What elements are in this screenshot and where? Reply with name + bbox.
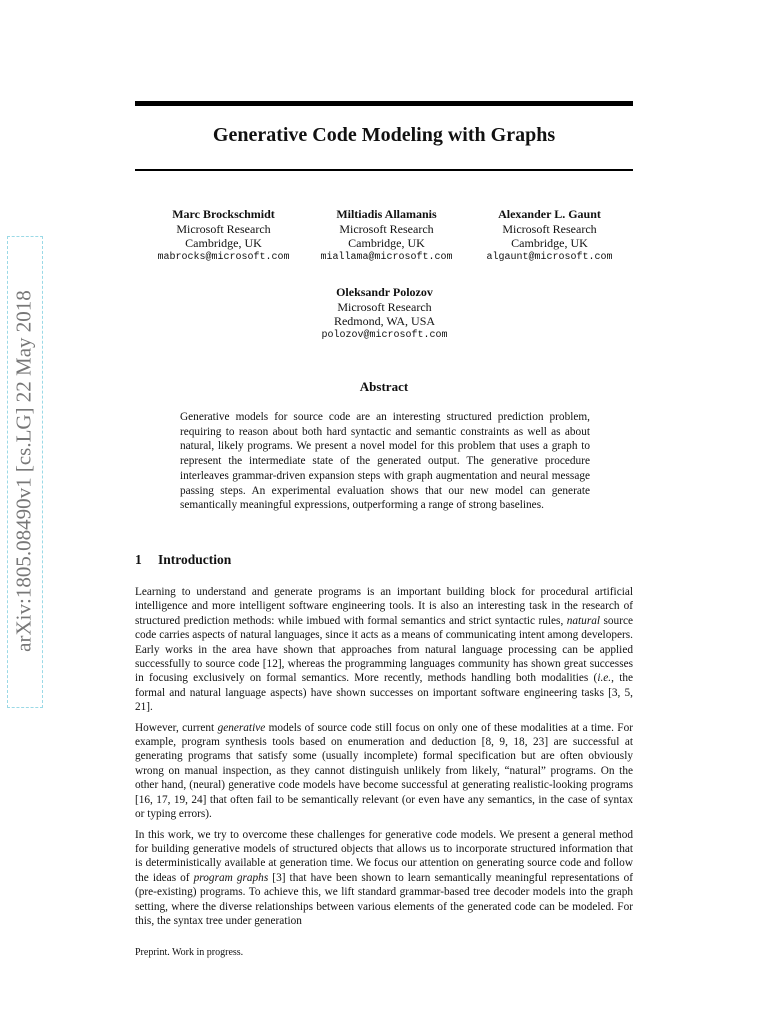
abstract-text: Generative models for source code are an interesting structured prediction problem, requiring to reason about both hard syntactic and semantic constraints as well as about natural, likely programs. We present a novel model for this problem that uses a graph to represent the intermediate state of the generated output. The generative procedure interleaves grammar-driven expansion steps with graph augmentation and neural message passing steps. An experimental evaluation shows that our new model can generate semantically meaningful expressions, outperforming a range of strong baselines. bbox=[180, 411, 590, 512]
author-block bbox=[297, 285, 472, 343]
author-email: polozov@microsoft.com bbox=[321, 329, 448, 341]
author-email: mabrocks@microsoft.com bbox=[157, 251, 290, 263]
author-email: miallama@microsoft.com bbox=[320, 251, 453, 263]
author-email: algaunt@microsoft.com bbox=[486, 251, 613, 263]
paragraph bbox=[135, 828, 633, 929]
author-name: Marc Brockschmidt bbox=[172, 207, 275, 221]
text-run: source code carries aspects of natural languages, since it acts as a means of communicating intent among developers. Early works in the area have shown that approaches from natural language processing can be applied successfully to source code [12], whereas the programming languages community has shown great successes in focusing exclusively on formal semantics. More recently, methods handling both modalities ( bbox=[135, 614, 633, 685]
author-location: Cambridge, UK bbox=[511, 236, 588, 250]
title-rule-bottom bbox=[135, 169, 633, 171]
author-name: Miltiadis Allamanis bbox=[336, 207, 437, 221]
author-name: Alexander L. Gaunt bbox=[498, 207, 601, 221]
author-affiliation: Microsoft Research bbox=[502, 221, 597, 236]
text-run: However, current bbox=[135, 721, 218, 734]
author-affiliation: Microsoft Research bbox=[176, 221, 271, 236]
abstract-heading: Abstract bbox=[359, 379, 409, 394]
author-location: Cambridge, UK bbox=[348, 236, 425, 250]
author-name: Oleksandr Polozov bbox=[336, 285, 433, 299]
page-footer: Preprint. Work in progress. bbox=[135, 947, 244, 958]
section-heading bbox=[135, 552, 231, 568]
emphasis: i.e. bbox=[597, 672, 612, 685]
author-affiliation: Microsoft Research bbox=[337, 299, 432, 314]
introduction-body bbox=[135, 585, 633, 934]
author-location: Cambridge, UK bbox=[185, 236, 262, 250]
paragraph bbox=[135, 585, 633, 715]
section-number: 1 bbox=[135, 552, 142, 567]
emphasis: program graphs bbox=[193, 871, 269, 884]
emphasis: natural bbox=[566, 614, 601, 627]
author-block bbox=[299, 207, 474, 265]
text-run: models of source code still focus on only one of these modalities at a time. For example, program synthesis tools based on enumeration and deduction [8, 9, 18, 23] are successful at generating programs that satisfy some (usually incomplete) formal specification but are often obviously wrong on manual inspection, as they cannot distinguish unlikely from likely, “natural” programs. On the other hand, (neural) generative code models have become successful at generating realistic-looking programs [16, 17, 19, 24] that often fail to be semantically relevant (or even have any semantics, in the case of syntax or typing errors). bbox=[135, 721, 633, 821]
title-rule-top bbox=[135, 101, 633, 106]
paper-title: Generative Code Modeling with Graphs bbox=[212, 124, 556, 146]
text-run: [3] that have been shown to learn semantically meaningful representations of (pre-existing) programs. To achieve this, we lift standard grammar-based tree decoder models into the graph setting, where the diverse relationships between various elements of the generated code can be modeled. For this, the syntax tree under generation bbox=[135, 871, 633, 927]
text-run: In this work, we try to overcome these challenges for generative code models. We present a general method for building generative models of structured objects that allows us to incorporate structured information that is deterministically available at generation time. We focus our attention on generating source code and follow the ideas of bbox=[135, 828, 633, 884]
paragraph bbox=[135, 721, 633, 822]
arxiv-identifier: arXiv:1805.08490v1 [cs.LG] 22 May 2018 bbox=[11, 290, 36, 652]
text-run: Learning to understand and generate programs is an important building block for procedural artificial intelligence and more intelligent software engineering tools. It is also an interesting task in the research of structured prediction methods: while imbued with formal semantics and strict syntactic rules, bbox=[135, 586, 633, 627]
author-block bbox=[462, 207, 637, 265]
author-affiliation: Microsoft Research bbox=[339, 221, 434, 236]
section-title: Introduction bbox=[158, 552, 232, 567]
emphasis: generative bbox=[217, 721, 266, 734]
author-block bbox=[136, 207, 311, 265]
author-location: Redmond, WA, USA bbox=[333, 314, 436, 328]
text-run: , the formal and natural language aspects) have shown successes on important software engineering tasks [3, 5, 21]. bbox=[135, 672, 633, 714]
